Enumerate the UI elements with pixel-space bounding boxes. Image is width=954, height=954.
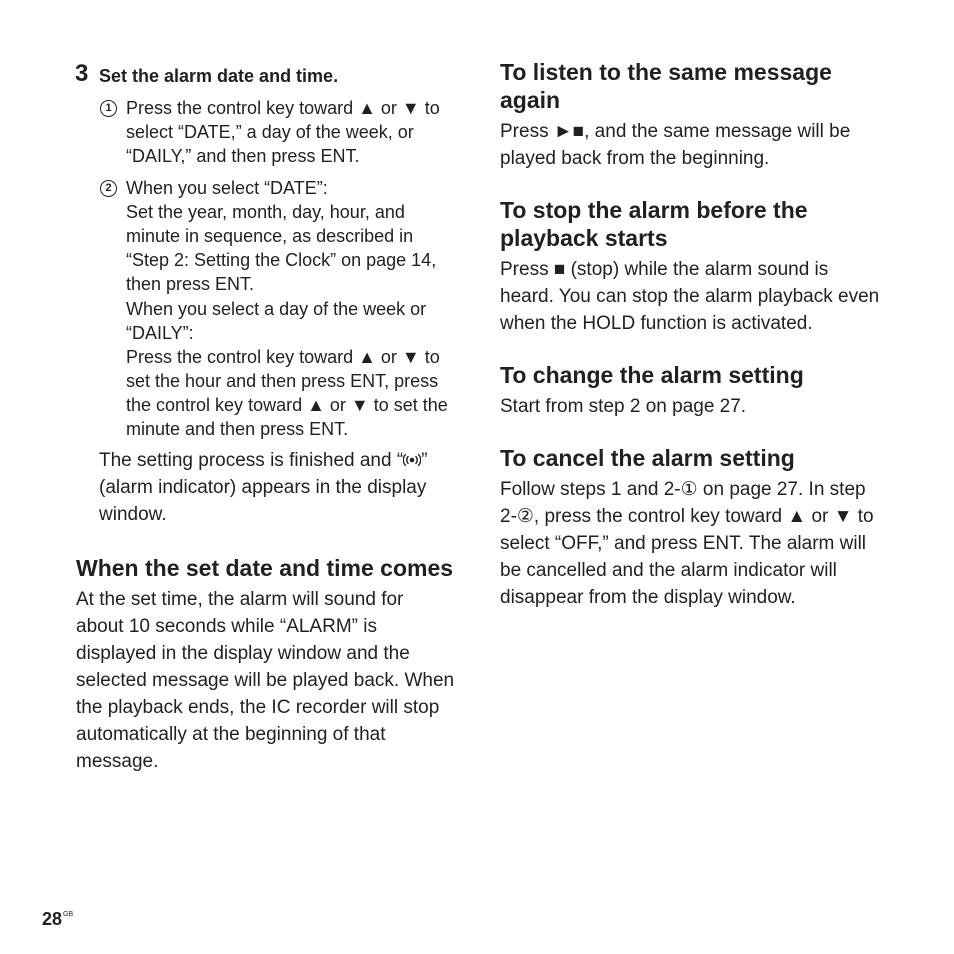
section-text: Start from step 2 on page 27. [500,396,747,417]
alarm-indicator-icon [403,453,421,467]
page-number-value: 28 [42,909,63,929]
section-heading: To cancel the alarm setting [500,445,795,471]
substep-2-body-daily: Press the control key toward ▲ or ▼ to set the hour and then press ENT, press the control key toward ▲ or ▼ to set the minute and then press ENT. [126,347,448,439]
section-stop-alarm [500,196,880,337]
substep-2-lead-daily: When you select a day of the week or “DAILY”: [126,299,427,343]
section-heading: To change the alarm setting [500,362,804,388]
substep-1 [105,96,456,168]
completion-note-end: ” (alarm indicator) appears in the display window. [99,450,428,525]
substep-2-body-date: Set the year, month, day, hour, and minute in sequence, as described in “Step 2: Setting the Clock” on page 14, then press ENT. [126,202,437,294]
step-3 [75,60,456,88]
substep-2 [105,176,456,441]
page-number [42,909,73,930]
step-number: 3 [75,60,89,87]
completion-note-start: The setting process is finished and “ [99,450,404,471]
right-column [500,58,880,611]
substep-2-lead: When you select “DATE”: [126,178,328,198]
substep-1-text: Press the control key toward ▲ or ▼ to select “DATE,” a day of the week, or “DAILY,” and then press ENT. [126,98,440,166]
section-cancel-alarm [500,444,880,611]
step-title: Set the alarm date and time. [99,66,339,86]
section-text: At the set time, the alarm will sound for about 10 seconds while “ALARM” is displayed in the display window and the selected message will be played back. When the playback ends, the IC recorder will stop automatically at the beginning of that message. [76,589,455,772]
section-heading: When the set date and time comes [76,555,454,581]
section-listen-again [500,58,880,172]
section-heading: To listen to the same message again [500,59,832,113]
section-text: Follow steps 1 and 2-① on page 27. In step 2-②, press the control key toward ▲ or ▼ to select “OFF,” and press ENT. The alarm will be cancelled and the alarm indicator will disappear from the display window. [500,479,874,608]
completion-note [99,447,456,528]
left-column [76,58,456,775]
section-text: Press ►■, and the same message will be played back from the beginning. [500,121,851,169]
section-change-alarm [500,361,880,420]
section-set-time-comes [76,554,456,775]
circled-number-2: 2 [100,180,117,197]
page-region-suffix: GB [63,911,74,918]
section-heading: To stop the alarm before the playback starts [500,197,808,251]
circled-number-1: 1 [100,100,117,117]
section-text: Press ■ (stop) while the alarm sound is heard. You can stop the alarm playback even when the HOLD function is activated. [500,259,880,334]
